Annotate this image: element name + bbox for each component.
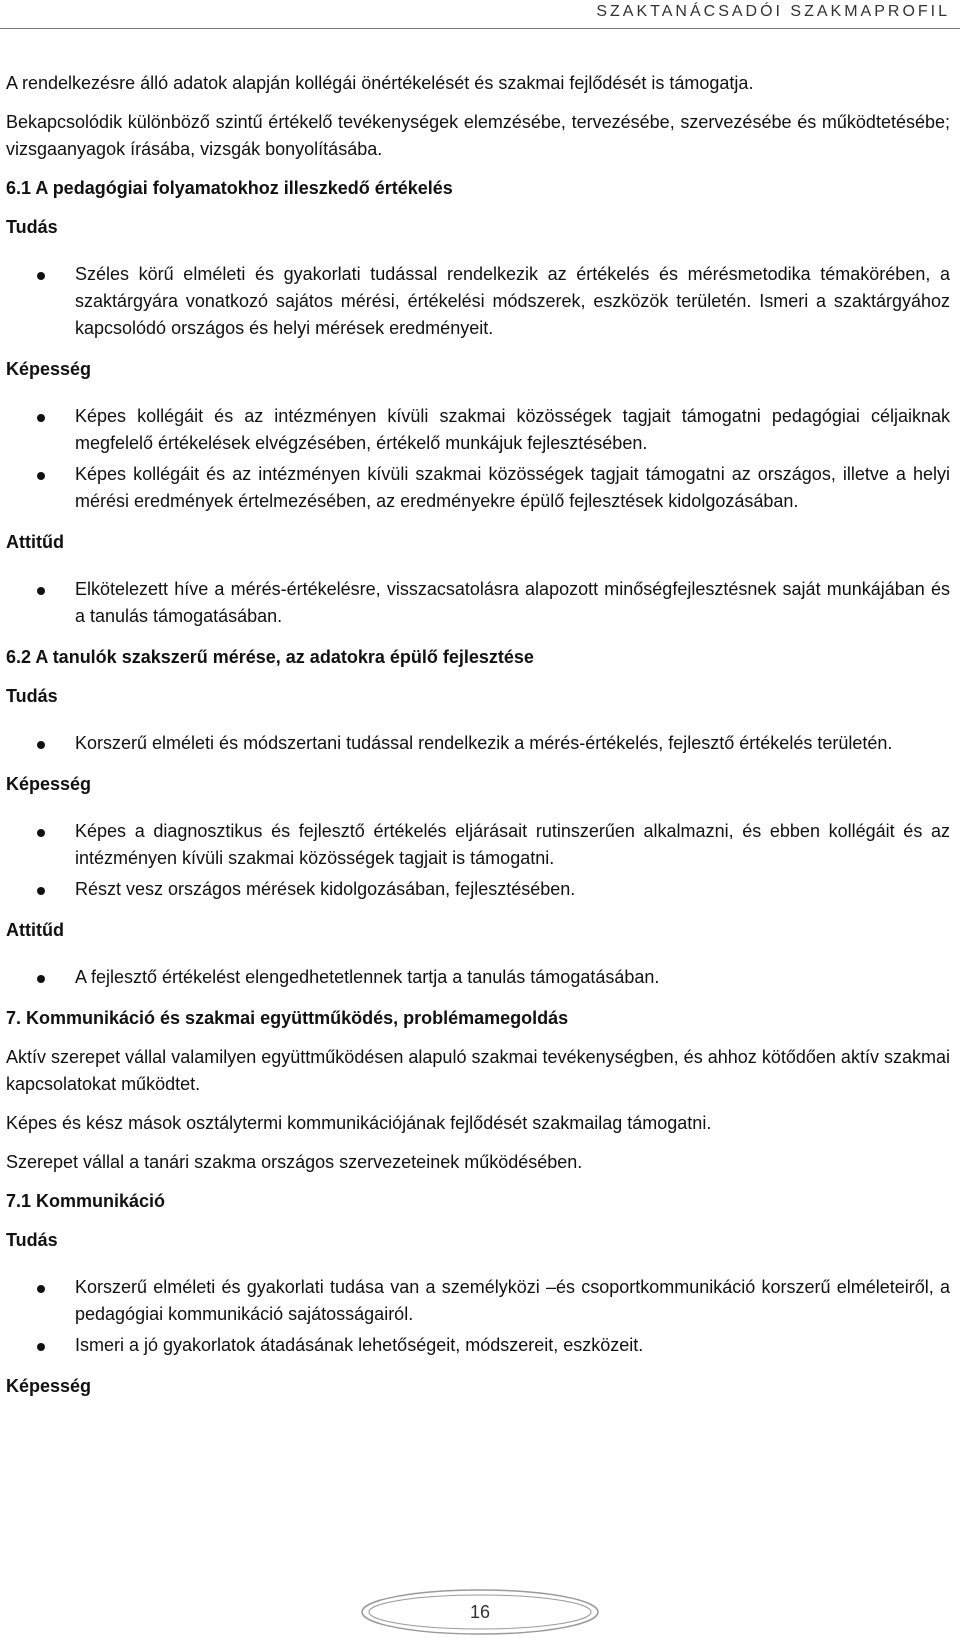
list-item: Képes kollégáit és az intézményen kívüli szakmai közösségek tagjait támogatni az országos, illetve a helyi mérési eredmények értelmezésében, az eredményekre épülő fejlesztések kidolgozásában.	[6, 461, 950, 515]
bullet-icon	[37, 472, 45, 480]
bullet-icon	[37, 829, 45, 837]
section-7-1-tudas-label: Tudás	[6, 1230, 58, 1250]
section-6-1-tudas-list	[6, 261, 950, 342]
list-item: Képes kollégáit és az intézményen kívüli szakmai közösségek tagjait támogatni pedagógiai céljaiknak megfelelő értékelések elvégzésében, értékelő munkájuk fejlesztésében.	[6, 403, 950, 457]
intro-paragraph-2: Bekapcsolódik különböző szintű értékelő tevékenységek elemzésébe, tervezésébe, szervezésébe és működtetésébe; vizsgaanyagok írásába, vizsgák bonyolításába.	[6, 112, 950, 159]
header-title: SZAKTANÁCSADÓI SZAKMAPROFIL	[596, 3, 950, 20]
page-footer	[355, 1585, 605, 1640]
list-item: Részt vesz országos mérések kidolgozásában, fejlesztésében.	[6, 876, 950, 903]
section-6-1-attitud-label: Attitűd	[6, 532, 64, 552]
section-7-paragraph-1: Aktív szerepet vállal valamilyen együttműködésen alapuló szakmai tevékenységben, és ahhoz kötődően aktív szakmai kapcsolatokat működtet.	[6, 1047, 950, 1094]
section-7-paragraph-3: Szerepet vállal a tanári szakma országos szervezeteinek működésében.	[6, 1152, 583, 1172]
bullet-icon	[37, 1285, 45, 1293]
section-6-2-attitud-label: Attitűd	[6, 920, 64, 940]
list-item: Korszerű elméleti és módszertani tudással rendelkezik a mérés-értékelés, fejlesztő értékelés területén.	[6, 730, 950, 757]
page-header	[0, 0, 960, 30]
section-7-1-tudas-list	[6, 1274, 950, 1359]
bullet-icon	[37, 272, 45, 280]
section-6-1-kepesseg-label: Képesség	[6, 359, 92, 379]
list-item: A fejlesztő értékelést elengedhetetlennek tartja a tanulás támogatásában.	[6, 964, 950, 991]
section-6-1-heading: 6.1 A pedagógiai folyamatokhoz illeszkedő értékelés	[6, 178, 453, 198]
list-item: Ismeri a jó gyakorlatok átadásának lehetőségeit, módszereit, eszközeit.	[6, 1332, 950, 1359]
section-7-1-heading: 7.1 Kommunikáció	[6, 1191, 166, 1211]
section-6-2-attitud-list	[6, 964, 950, 991]
section-6-2-tudas-label: Tudás	[6, 686, 58, 706]
bullet-icon	[37, 587, 45, 595]
bullet-icon	[37, 975, 45, 983]
section-6-1-attitud-list	[6, 576, 950, 630]
section-6-2-kepesseg-list	[6, 818, 950, 903]
list-item: Elkötelezett híve a mérés-értékelésre, visszacsatolásra alapozott minőségfejlesztésnek saját munkájában és a tanulás támogatásában.	[6, 576, 950, 630]
section-6-2-kepesseg-label: Képesség	[6, 774, 92, 794]
list-item: Képes a diagnosztikus és fejlesztő értékelés eljárásait rutinszerűen alkalmazni, és ebben kollégáit és az intézményen kívüli szakmai közösségek tagjait is támogatni.	[6, 818, 950, 872]
intro-paragraph-1: A rendelkezésre álló adatok alapján kollégái önértékelését és szakmai fejlődését is támogatja.	[6, 73, 754, 93]
section-7-1-kepesseg-label: Képesség	[6, 1376, 92, 1396]
section-6-2-tudas-list	[6, 730, 950, 757]
page-number: 16	[469, 1602, 491, 1622]
bullet-icon	[37, 1343, 45, 1351]
section-7-heading: 7. Kommunikáció és szakmai együttműködés, problémamegoldás	[6, 1008, 569, 1028]
header-rule	[0, 28, 960, 29]
list-item: Széles körű elméleti és gyakorlati tudással rendelkezik az értékelés és mérésmetodika témakörében, a szaktárgyára vonatkozó sajátos mérési, értékelési módszerek, eszközök területén. Ismeri a szaktárgyához kapcsolódó országos és helyi mérések eredményeit.	[6, 261, 950, 342]
bullet-icon	[37, 887, 45, 895]
bullet-icon	[37, 741, 45, 749]
document-body	[6, 70, 950, 1420]
section-6-1-tudas-label: Tudás	[6, 217, 58, 237]
section-7-paragraph-2: Képes és kész mások osztálytermi kommunikációjának fejlődését szakmailag támogatni.	[6, 1113, 712, 1133]
section-6-2-heading: 6.2 A tanulók szakszerű mérése, az adatokra épülő fejlesztése	[6, 647, 534, 667]
bullet-icon	[37, 414, 45, 422]
section-6-1-kepesseg-list	[6, 403, 950, 515]
list-item: Korszerű elméleti és gyakorlati tudása van a személyközi –és csoportkommunikáció korszerű elméleteiről, a pedagógiai kommunikáció sajátosságairól.	[6, 1274, 950, 1328]
